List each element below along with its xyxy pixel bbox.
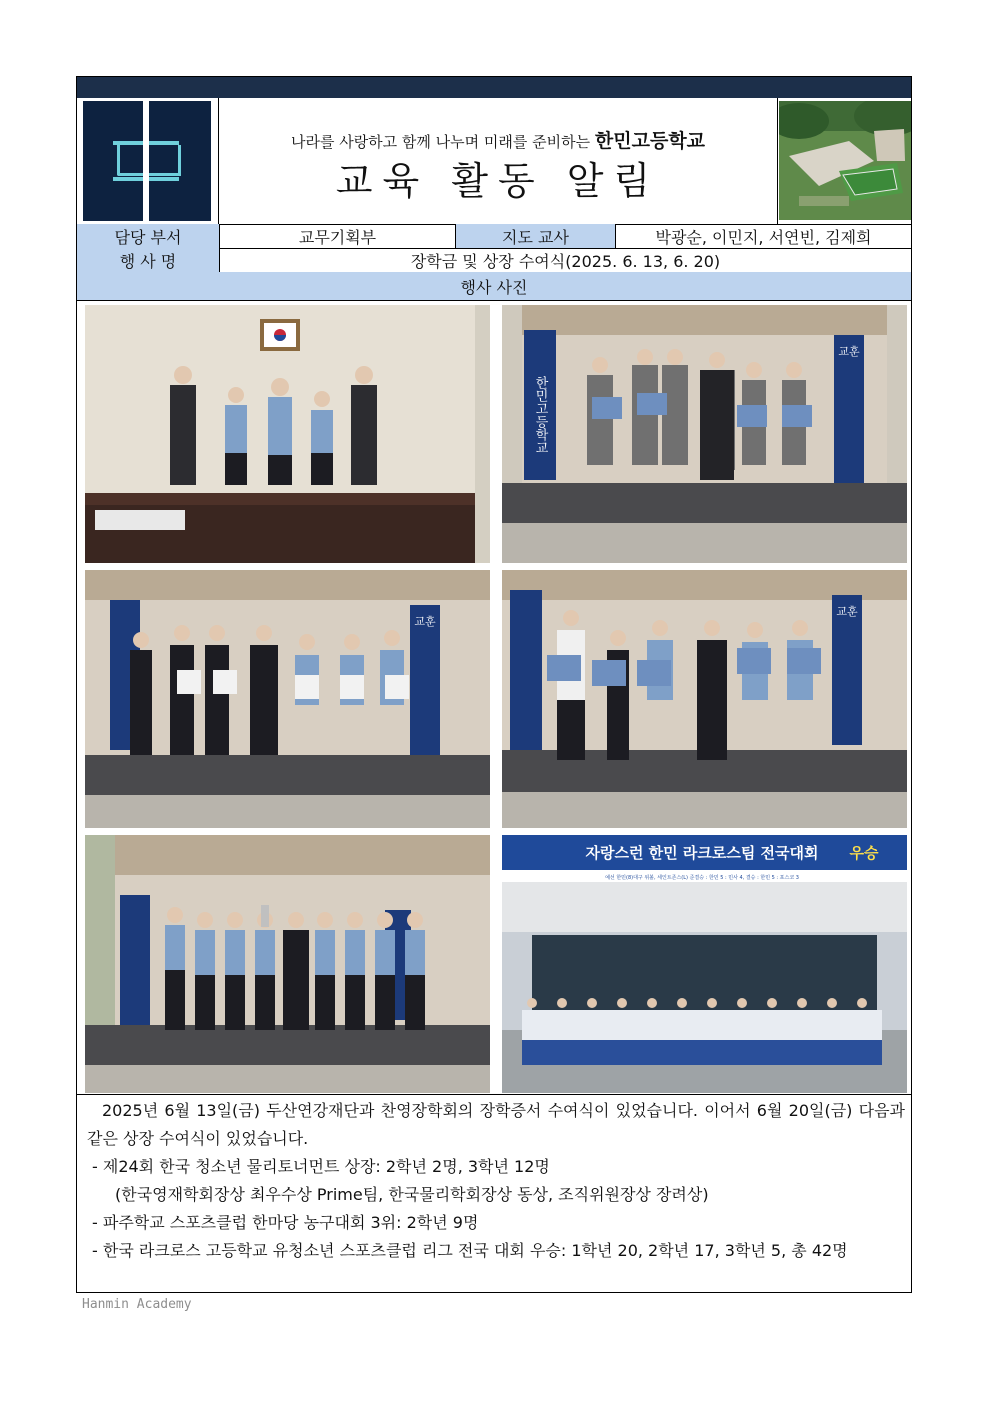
photo-stage-group-3 [502,570,907,828]
school-logo [83,101,211,221]
dept-label: 담당 부서 [77,224,219,248]
campus-aerial-photo [779,101,911,220]
photo-stage-group-2 [85,570,490,828]
motto-label-2: 교훈 [414,615,436,628]
photo-office-ceremony [85,305,490,563]
page-title: 교육 활동 알림 [335,159,661,203]
header [77,98,911,225]
lacrosse-banner-sub: 예선 한민(8)대구 위볼, 세인트존스(L) 준결승 : 한민 5 : 민사 4, 결승 : 한민 5 : 포스코 3 [605,875,799,881]
teacher-label: 지도 교사 [455,224,615,248]
motto-label-3: 교훈 [836,605,858,618]
award-item-1-detail: (한국영재학회장상 최우수상 Prime팀, 한국물리학회장상 동상, 조직위원장상 장려상) [115,1185,709,1204]
photo-stage-group-1 [502,305,907,563]
photo-basketball-team [85,835,490,1093]
lacrosse-banner-text: 자랑스런 한민 라크로스팀 전국대회 [585,844,819,862]
top-color-bar [77,77,911,98]
body-text [87,1097,905,1265]
school-name: 한민고등학교 [594,130,706,152]
intro-paragraph: 2025년 6월 13일(금) 두산연강재단과 찬영장학회의 장학증서 수여식이 있었습니다. 이어서 6월 20일(금) 다음과 같은 상장 수여식이 있었습니다. [87,1101,905,1148]
event-label: 행 사 명 [77,248,219,272]
footer-text: Hanmin Academy [82,1297,192,1312]
dept-value: 교무기획부 [219,224,455,248]
notice-document [76,76,912,1293]
award-item-2: - 파주학교 스포츠클럽 한마당 농구대회 3위: 2학년 9명 [92,1213,479,1232]
school-banner-text-1: 한민고등학교 [532,376,548,454]
lacrosse-banner-highlight: 우승 [849,844,879,862]
photos-header [77,272,911,301]
award-item-1: - 제24회 한국 청소년 물리토너먼트 상장: 2학년 2명, 3학년 12명 [92,1157,550,1176]
info-row-event [77,248,911,273]
award-item-3: - 한국 라크로스 고등학교 유청소년 스포츠클럽 리그 전국 대회 우승: 1학년 20, 2학년 17, 3학년 5, 총 42명 [92,1241,848,1260]
slogan [219,126,777,153]
photo-grid [77,300,911,1095]
photo-lacrosse-team [502,835,907,1093]
info-row-department [77,224,911,249]
teacher-value: 박광순, 이민지, 서연빈, 김제희 [615,224,911,248]
motto-label-1: 교훈 [838,345,860,358]
photos-label: 행사 사진 [460,277,528,297]
event-value: 장학금 및 상장 수여식(2025. 6. 13, 6. 20) [219,248,911,272]
slogan-prefix: 나라를 사랑하고 함께 나누며 미래를 준비하는 [290,133,591,151]
